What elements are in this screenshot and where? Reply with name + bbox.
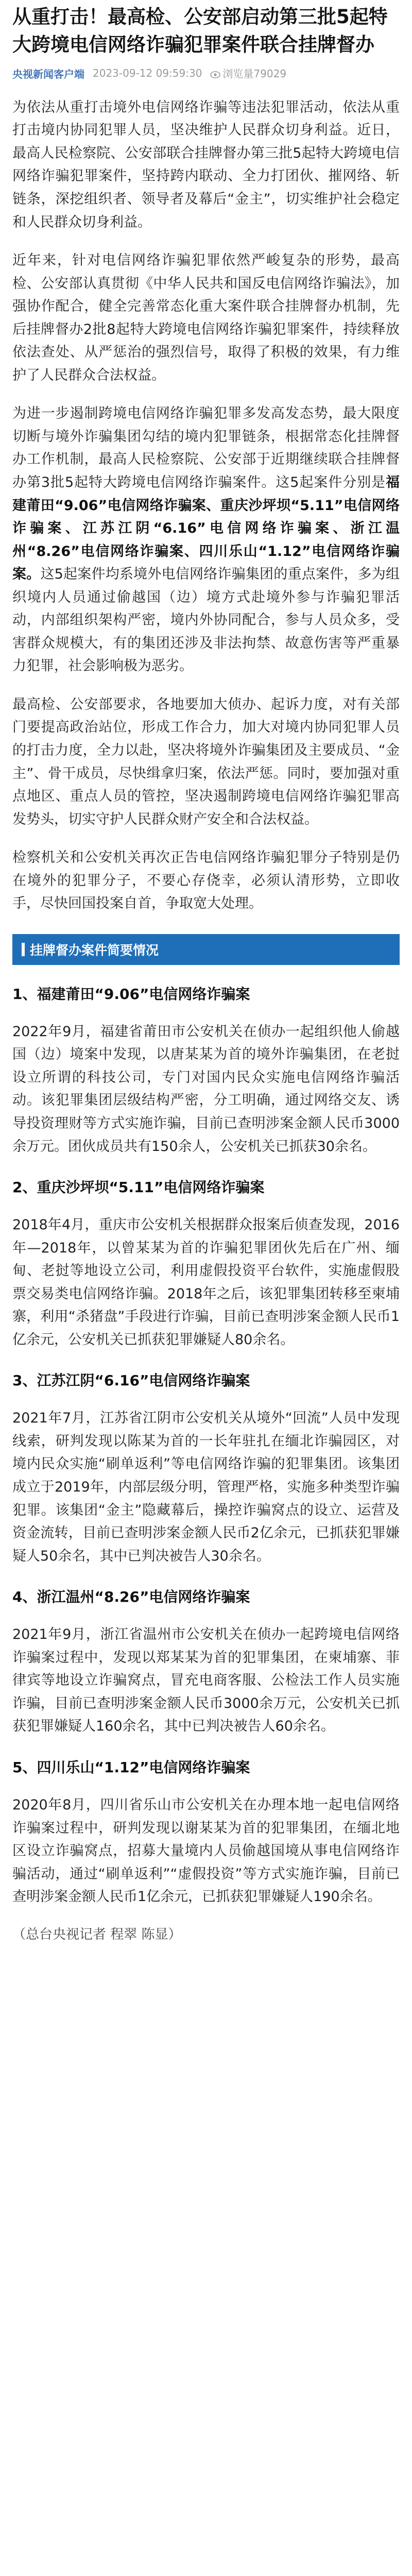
intro-paragraph-1: 为依法从重打击境外电信网络诈骗等违法犯罪活动，依法从重打击境内协同犯罪人员，坚决维护人民群众切身利益。近日，最高人民检察院、公安部联合挂牌督办第三批5起特大跨境电信网络诈骗犯罪案件，坚持跨内联动、全力打团伙、摧网络、斩链条，深挖组织者、领导者及幕后“金主”，切实维护社会稳定和人民群众切身利益。 xyxy=(12,99,400,230)
intro-paragraph-2: 近年来，针对电信网络诈骗犯罪依然严峻复杂的形势，最高检、公安部认真贯彻《中华人民共和国反电信网络诈骗法》，加强协作配合，健全完善常态化重大案件联合挂牌督办机制，先后挂牌督办2批8起特大跨境电信网络诈骗犯罪案件，持续释放依法查处、从严惩治的强烈信号，取得了积极的效果，有力维护了人民群众合法权益。 xyxy=(12,252,400,383)
case-4-title: 4、浙江温州“8.26”电信网络诈骗案 xyxy=(12,1588,250,1606)
article-title: 从重打击！最高检、公安部启动第三批5起特大跨境电信网络诈骗犯罪案件联合挂牌督办 xyxy=(12,6,388,56)
case-3-title: 3、江苏江阴“6.16”电信网络诈骗案 xyxy=(12,1372,250,1389)
intro-paragraph-3-lead: 为进一步遏制跨境电信网络诈骗犯罪多发高发态势，最大限度切断与境外诈骗集团勾结的境内犯罪链条，根据常态化挂牌督办工作机制，最高人民检察院、公安部于近期继续联合挂牌督办第3批5起特大跨境电信网络诈骗案件。这5起案件分别是 xyxy=(12,405,400,490)
section-header xyxy=(12,934,400,965)
article-meta xyxy=(12,65,400,81)
eye-icon xyxy=(210,69,220,81)
case-1-title: 1、福建莆田“9.06”电信网络诈骗案 xyxy=(12,985,250,1003)
case-5-title: 5、四川乐山“1.12”电信网络诈骗案 xyxy=(12,1758,250,1776)
intro-paragraph-4: 最高检、公安部要求，各地要加大侦办、起诉力度，对有关部门要提高政治站位，形成工作合力，加大对境内协同犯罪人员的打击力度，全力以赴，坚决将境外诈骗集团及主要成员、“金主”、骨干成员，尽快缉拿归案，依法严惩。同时，要加强对重点地区、重点人员的管控，坚决遏制跨境电信网络诈骗犯罪高发势头，切实守护人民群众财产安全和合法权益。 xyxy=(12,696,400,827)
case-3-body: 2021年7月，江苏省江阴市公安机关从境外“回流”人员中发现线索，研判发现以陈某为首的一长年驻扎在缅北诈骗园区，对境内民众实施“刷单返利”等电信网络诈骗的犯罪集团。该集团成立于2019年，内部层级分明，管理严格，实施多种类型诈骗犯罪。该集团“金主”隐藏幕后，操控诈骗窝点的设立、运营及资金流转，目前已查明涉案金额人民币2亿余元，已抓获犯罪嫌疑人50余名，其中已判决被告人30余名。 xyxy=(12,1410,400,1564)
case-2-title: 2、重庆沙坪坝“5.11”电信网络诈骗案 xyxy=(12,1179,265,1196)
case-5-body: 2020年8月，四川省乐山市公安机关在办理本地一起电信网络诈骗案过程中，研判发现以谢某某为首的犯罪集团，在缅北地区设立诈骗窝点，招募大量境内人员偷越国境从事电信网络诈骗活动，通过“刷单返利”“虚假投资”等方式实施诈骗，目前已查明涉案金额人民币1亿余元，已抓获犯罪嫌疑人190余名。 xyxy=(12,1797,400,1905)
case-4-body: 2021年9月，浙江省温州市公安机关在侦办一起跨境电信网络诈骗案过程中，发现以郑某某为首的犯罪集团，在柬埔寨、菲律宾等地设立诈骗窝点，冒充电商客服、公检法工作人员实施诈骗，目前已查明涉案金额人民币3000余万元，公安机关已抓获犯罪嫌疑人160余名，其中已判决被告人60余名。 xyxy=(12,1626,400,1735)
publish-datetime: 2023-09-12 09:59:30 xyxy=(93,67,202,80)
intro-paragraph-3 xyxy=(12,402,400,678)
section-header-label: 挂牌督办案件简要情况 xyxy=(30,942,159,958)
source-label[interactable]: 央视新闻客户端 xyxy=(12,67,84,80)
view-count-label: 浏览量79029 xyxy=(222,67,287,80)
intro-paragraph-5: 检察机关和公安机关再次正告电信网络诈骗犯罪分子特别是仍在境外的犯罪分子，不要心存侥幸，必须认清形势，立即收手，尽快回国投案自首，争取宽大处理。 xyxy=(12,850,400,912)
case-2-body: 2018年4月，重庆市公安机关根据群众报案后侦查发现，2016年—2018年，以曾某某为首的诈骗犯罪团伙先后在广州、缅甸、老挝等地设立公司，利用虚假投资平台软件，实施虚假股票交易类电信网络诈骗。2018年之后，该犯罪集团转移至柬埔寨，利用“杀猪盘”手段进行诈骗，目前已查明涉案金额人民币1亿余元，公安机关已抓获犯罪嫌疑人80余名。 xyxy=(12,1217,400,1348)
case-list-highlight: 福建莆田“9.06”电信网络诈骗案、重庆沙坪坝“5.11”电信网络诈骗案、江苏江阴“6.16”电信网络诈骗案、浙江温州“8.26”电信网络诈骗案、四川乐山“1.12”电信网络诈骗案。 xyxy=(12,474,400,583)
case-1-body: 2022年9月，福建省莆田市公安机关在侦办一起组织他人偷越国（边）境案中发现，以唐某某为首的境外诈骗集团，在老挝设立所谓的科技公司，专门对国内民众实施电信网络诈骗活动。该犯罪集团层级结构严密，分工明确，通过网络交友、诱导投资理财等方式实施诈骗，目前已查明涉案金额人民币3000余万元。团伙成员共有150余人，公安机关已抓获30余名。 xyxy=(12,1023,400,1155)
intro-paragraph-3-tail: 这5起案件均系境外电信网络诈骗集团的重点案件，多为组织境内人员通过偷越国（边）境方式赴境外参与诈骗犯罪活动，内部组织架构严密，境内外协同配合，参与人员众多，受害群众规模大，有的集团还涉及非法拘禁、故意伤害等严重暴力犯罪，社会影响极为恶劣。 xyxy=(12,566,400,674)
editor-note: （总台央视记者 程翠 陈显） xyxy=(12,1926,182,1942)
section-bar-icon xyxy=(22,943,25,956)
view-count xyxy=(210,65,286,81)
